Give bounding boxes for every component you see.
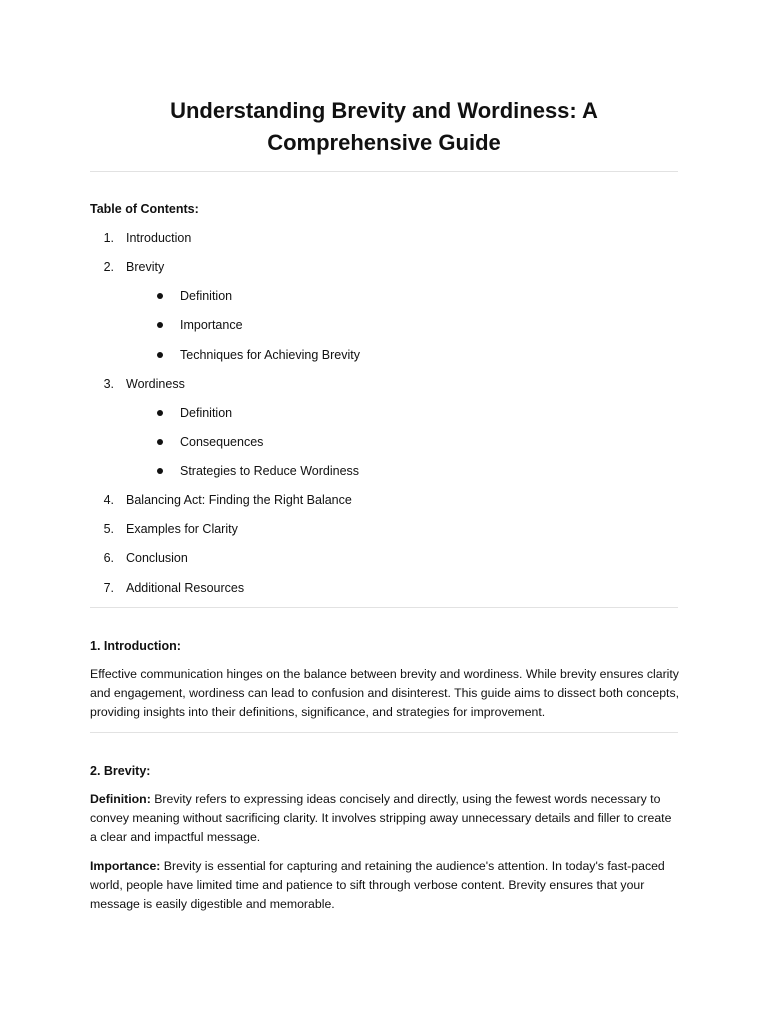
toc-subitem-label: Definition: [180, 289, 233, 303]
toc-subitem-label: Techniques for Achieving Brevity: [180, 348, 360, 362]
section-heading-brevity: 2. Brevity:: [90, 764, 151, 778]
importance-text: Brevity is essential for capturing and retaining the audience's attention. In today's fast-paced world, people have limited time and patience to sift through verbose content. Brevity ensures that your message is easily digestible and memorable.: [90, 859, 665, 911]
toc-item-label: Introduction: [126, 231, 192, 245]
toc-item-label: Conclusion: [126, 551, 188, 565]
toc-subitem-label: Importance: [180, 318, 243, 332]
toc-subitem: [157, 405, 232, 422]
bullet-icon: [157, 410, 163, 416]
bullet-icon: [157, 439, 163, 445]
brevity-importance-paragraph: [90, 857, 680, 914]
toc-item: [90, 259, 164, 276]
bullet-icon: [157, 352, 163, 358]
toc-subitem: [157, 434, 263, 451]
introduction-paragraph: Effective communication hinges on the balance between brevity and wordiness. While brevity ensures clarity and engagement, wordiness can lead to confusion and disinterest. This guide aims to dissect both concepts, providing insights into their definitions, significance, and strategies for improvement.: [90, 667, 680, 719]
divider: [90, 732, 678, 733]
toc-item-number: 6.: [103, 551, 114, 565]
document-title-line-1: Understanding Brevity and Wordiness: A: [170, 98, 598, 123]
bullet-icon: [157, 322, 163, 328]
toc-item-label: Additional Resources: [126, 581, 245, 595]
definition-text: Brevity refers to expressing ideas concisely and directly, using the fewest words necessary to convey meaning without sacrificing clarity. It involves stripping away unnecessary details and filler to create a clear and impactful message.: [90, 792, 672, 844]
section-heading-introduction: 1. Introduction:: [90, 639, 181, 653]
toc-item-label: Brevity: [126, 260, 165, 274]
toc-subitem-label: Strategies to Reduce Wordiness: [180, 464, 360, 478]
divider: [90, 607, 678, 608]
toc-item-label: Wordiness: [126, 377, 185, 391]
bullet-icon: [157, 468, 163, 474]
document-title: [90, 95, 678, 159]
toc-subitem-label: Consequences: [180, 435, 264, 449]
toc-item-label: Examples for Clarity: [126, 522, 238, 536]
toc-item: [90, 521, 238, 538]
document-title-line-2: Comprehensive Guide: [267, 130, 501, 155]
toc-item: [90, 580, 244, 597]
brevity-definition-paragraph: [90, 790, 680, 847]
toc-item-number: 3.: [103, 377, 114, 391]
toc-subitem: [157, 288, 232, 305]
toc-item: [90, 492, 352, 509]
toc-item-number: 2.: [103, 260, 114, 274]
toc-item-number: 7.: [103, 581, 114, 595]
toc-subitem-label: Definition: [180, 406, 233, 420]
toc-subitem: [157, 317, 243, 334]
toc-item: [90, 550, 188, 567]
toc-item-number: 4.: [103, 493, 114, 507]
definition-label: Definition:: [90, 792, 151, 806]
toc-item-label: Balancing Act: Finding the Right Balance: [126, 493, 352, 507]
toc-item-number: 1.: [103, 231, 114, 245]
toc-subitem: [157, 463, 359, 480]
bullet-icon: [157, 293, 163, 299]
importance-label: Importance:: [90, 859, 161, 873]
toc-item-number: 5.: [103, 522, 114, 536]
divider: [90, 171, 678, 172]
toc-item: [90, 376, 185, 393]
toc-item: [90, 230, 191, 247]
toc-subitem: [157, 347, 360, 364]
toc-heading: Table of Contents:: [90, 202, 199, 216]
